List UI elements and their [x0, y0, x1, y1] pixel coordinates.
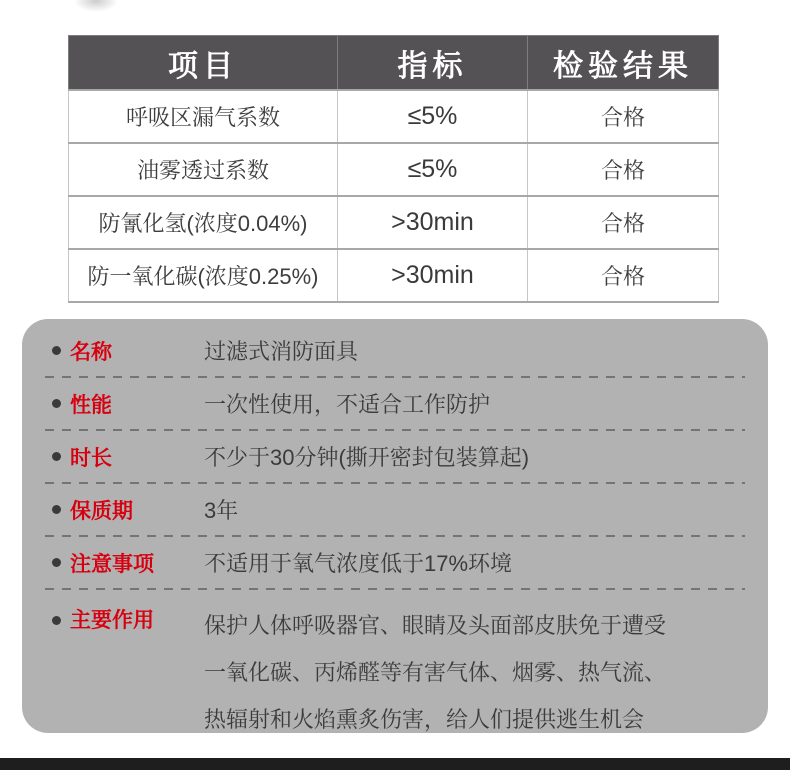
bullet-icon: [52, 558, 61, 567]
bullet-icon: [52, 399, 61, 408]
cell-indicator: >30min: [338, 196, 528, 249]
cell-item: 防氰化氢(浓度0.04%): [69, 196, 338, 249]
header-result: 检验结果: [528, 36, 719, 91]
table-row: [69, 143, 719, 196]
info-row-duration: [22, 431, 768, 482]
info-value: 过滤式消防面具: [204, 339, 359, 364]
table-header-row: [69, 36, 719, 91]
cell-result: 合格: [528, 249, 719, 302]
info-label: 性能: [70, 393, 112, 417]
bullet-icon: [52, 346, 61, 355]
header-item: 项目: [69, 36, 338, 91]
info-label: 时长: [70, 446, 112, 470]
info-value: 一次性使用，不适合工作防护: [204, 392, 491, 417]
bullet-icon: [52, 452, 61, 461]
cell-item: 防一氧化碳(浓度0.25%): [69, 249, 338, 302]
top-edge-artifact: [74, 0, 118, 12]
cell-result: 合格: [528, 143, 719, 196]
info-label: 主要作用: [70, 609, 154, 632]
info-label: 保质期: [70, 499, 133, 523]
cell-result: 合格: [528, 196, 719, 249]
info-row-precautions: [22, 537, 768, 588]
info-row-main-function: [22, 590, 768, 743]
cell-item: 油雾透过系数: [69, 143, 338, 196]
footer-bar: [0, 758, 790, 770]
bullet-icon: [52, 616, 61, 625]
table-row: [69, 249, 719, 302]
info-row-performance: [22, 378, 768, 429]
info-value-line: 热辐射和火焰熏炙伤害，给人们提供逃生机会: [204, 707, 645, 732]
table-row: [69, 90, 719, 143]
info-value: [204, 602, 666, 743]
header-indicator: 指标: [338, 36, 528, 91]
info-value-line: 保护人体呼吸器官、眼睛及头面部皮肤免于遭受: [204, 613, 667, 638]
info-value: 3年: [204, 498, 239, 523]
cell-indicator: >30min: [338, 249, 528, 302]
cell-indicator: ≤5%: [338, 90, 528, 143]
cell-indicator: ≤5%: [338, 143, 528, 196]
product-info-panel: [22, 319, 768, 733]
info-label: 注意事项: [70, 552, 154, 576]
info-row-name: [22, 325, 768, 376]
info-label: 名称: [70, 340, 112, 364]
inspection-result-table: [68, 35, 719, 303]
info-value: 不适用于氧气浓度低于17%环境: [204, 551, 513, 576]
info-value-line: 一氧化碳、丙烯醛等有害气体、烟雾、热气流、: [204, 660, 667, 685]
cell-item: 呼吸区漏气系数: [69, 90, 338, 143]
bullet-icon: [52, 505, 61, 514]
info-value: 不少于30分钟(撕开密封包装算起): [204, 445, 530, 470]
cell-result: 合格: [528, 90, 719, 143]
info-row-shelf-life: [22, 484, 768, 535]
table-row: [69, 196, 719, 249]
